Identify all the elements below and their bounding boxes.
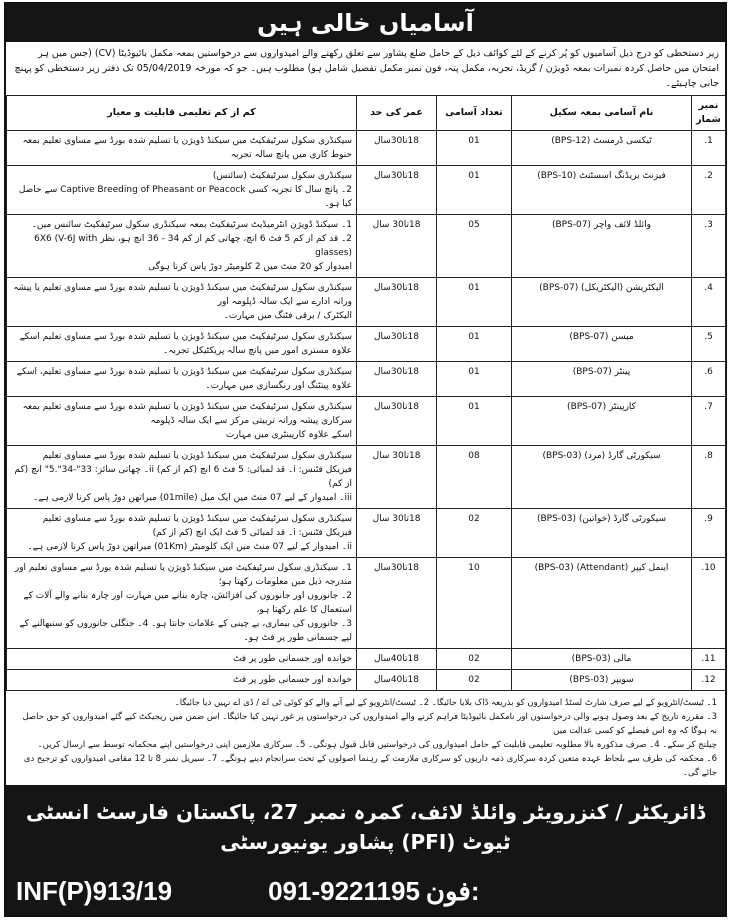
qualification-cell xyxy=(7,327,357,362)
phone xyxy=(262,875,479,907)
table-row xyxy=(7,327,726,362)
count-cell: 10 xyxy=(437,558,512,649)
table-row xyxy=(7,362,726,397)
qualification-line: ii۔ امیدوار کے لیے 07 منٹ میں ایک کلومیٹر (01Km) میراتھن دوڑ پاس کرنا لازمی ہے۔ xyxy=(27,542,352,552)
table-row xyxy=(7,649,726,670)
qualification-line: خواندہ اور جسمانی طور پر فٹ xyxy=(232,675,352,685)
age-cell: 18تا30سال xyxy=(357,327,437,362)
count-cell: 08 xyxy=(437,446,512,509)
count-cell: 01 xyxy=(437,362,512,397)
post-cell: الیکٹریشن (الیکٹریکل) (BPS-07) xyxy=(512,278,692,327)
age-cell: 18تا30 سال xyxy=(357,215,437,278)
intro-text: زیر دستخطی کو درج ذیل آسامیوں کو پُر کرنے کے لئے کوائف ذیل کے حامل ضلع پشاور سے تعلق رکھنے والے امیدواروں سے درخواستیں بمعہ مکمل بائیوڈیٹا (CV) (جس میں ہر امتحان میں حاصل کردہ نمبرات بمعہ ڈویژن / گریڈ، تجربہ، مکمل پتہ، فون نمبر مکمل تفصیل شامل ہو) مطلوب ہیں۔ جو کہ مورخہ 05/04/2019 تک دفتر زیر دستخطی کو پہنچ جانی چاہیئے۔ xyxy=(14,48,719,89)
phone-number: 091-9221195 xyxy=(268,876,420,906)
header-serial: نمبر شمار xyxy=(692,96,726,131)
qualification-cell xyxy=(7,509,357,558)
table-row xyxy=(7,215,726,278)
serial-cell: 9. xyxy=(692,509,726,558)
age-cell: 18تا30سال xyxy=(357,362,437,397)
qualification-line: اسکے علاوہ کارپینٹری میں مہارت xyxy=(225,430,352,440)
notes xyxy=(6,691,725,785)
qualification-line: سیکنڈری سکول سرٹیفکیٹ میں سیکنڈ ڈویژن یا تسلیم شدہ بورڈ سے مساوی تعلیم بمعہ حنوط کاری میں پانچ سالہ تجربہ xyxy=(22,136,352,160)
qualification-cell xyxy=(7,670,357,691)
qualification-line: 1۔ سیکنڈری سکول سرٹیفکیٹ میں سیکنڈ ڈویژن یا تسلیم شدہ بورڈ سے مساوی تعلیم اور مندرجہ ذیل میں معلومات رکھتا ہو؛ xyxy=(14,563,352,587)
table-row xyxy=(7,278,726,327)
count-cell: 01 xyxy=(437,397,512,446)
count-cell: 02 xyxy=(437,670,512,691)
qualification-line: 2۔ قد کم از کم 5 فٹ 6 انچ، چھاتی کم از کم 34 - 36 انچ ہو، نظر 6X6 (V-6J with glasses) xyxy=(34,234,352,258)
post-cell: مالی (BPS-03) xyxy=(512,649,692,670)
serial-cell: 1. xyxy=(692,131,726,166)
post-cell: سیکورٹی گارڈ (خواتین) (BPS-03) xyxy=(512,509,692,558)
age-cell: 18تا30سال xyxy=(357,131,437,166)
serial-cell: 10. xyxy=(692,558,726,649)
table-row xyxy=(7,397,726,446)
age-cell: 18تا30سال xyxy=(357,166,437,215)
serial-cell: 5. xyxy=(692,327,726,362)
table-row xyxy=(7,166,726,215)
count-cell: 01 xyxy=(437,166,512,215)
qualification-line: سیکنڈری سکول سرٹیفکیٹ میں سیکنڈ ڈویژن یا تسلیم شدہ بورڈ سے مساوی تعلیم بمعہ سرکاری پیشہ ورانہ تربیتی مرکز سے ایک سالہ ڈپلومہ xyxy=(22,402,352,426)
count-cell: 05 xyxy=(437,215,512,278)
count-cell: 01 xyxy=(437,278,512,327)
table-row xyxy=(7,131,726,166)
qualification-line: 2۔ پانچ سال کا تجربہ کسی Captive Breeding of Pheasant or Peacock سے حاصل کیا ہو۔ xyxy=(18,185,352,209)
serial-cell: 4. xyxy=(692,278,726,327)
age-cell: 18تا30سال xyxy=(357,397,437,446)
qualification-cell xyxy=(7,362,357,397)
qualification-line: 2۔ جانوروں اور جانوروں کی افزائش، چارہ بنانے میں مہارت اور چارہ بنانے والے آلات کے استعمال کا علم رکھتا ہو، xyxy=(23,591,352,615)
count-cell: 02 xyxy=(437,509,512,558)
header-post: نام آسامی بمعہ سکیل xyxy=(512,96,692,131)
qualification-cell xyxy=(7,278,357,327)
qualification-cell xyxy=(7,166,357,215)
ad-title: آسامیاں خالی ہیں xyxy=(6,4,725,42)
contact-address: ڈائریکٹر / کنزرویٹر وائلڈ لائف، کمرہ نمبر 27، پاکستان فارسٹ انسٹی ٹیوٹ (PFI) پشاور یونیورسٹی xyxy=(25,800,705,854)
qualification-line: سیکنڈری سکول سرٹیفکیٹ میں سیکنڈ ڈویژن یا تسلیم شدہ بورڈ سے مساوی تعلیم xyxy=(42,514,352,524)
qualification-line: خواندہ اور جسمانی طور پر فٹ xyxy=(232,654,352,664)
note-line: 3۔ مقررہ تاریخ کے بعد وصول ہونے والی درخواستوں اور نامکمل بائیوڈیٹا فراہم کرنے والے امیدواروں کی درخواستوں پر غور نہیں کیا جائیگا۔ اس ضمن میں ریجیکٹ کیے گئے امیدواروں کو حق حاصل نہ ہوگا کہ وہ اس فیصلے کو کسی عدالت میں xyxy=(22,712,717,736)
post-cell: میسن (BPS-07) xyxy=(512,327,692,362)
qualification-line: سیکنڈری سکول سرٹیفکیٹ (سائنس) xyxy=(212,171,352,181)
age-cell: 18تا30 سال xyxy=(357,509,437,558)
qualification-cell xyxy=(7,131,357,166)
header-age: عمر کی حد xyxy=(357,96,437,131)
footer xyxy=(6,785,725,915)
footer-bottom-line xyxy=(16,875,715,907)
age-cell: 18تا30سال xyxy=(357,278,437,327)
qualification-line: فیزیکل فٹنس: i۔ قد لمبائی 5 فٹ ایک انچ (کم از کم) xyxy=(152,528,352,538)
serial-cell: 6. xyxy=(692,362,726,397)
post-cell: اینمل کیپر (Attendant) (BPS-03) xyxy=(512,558,692,649)
qualification-cell xyxy=(7,558,357,649)
note-line: چیلنج کر سکے۔ 4۔ صرف مذکورہ بالا مطلوبہ تعلیمی قابلیت کے حامل امیدواروں کی درخواستیں قابل قبول ہونگی۔ 5۔ سرکاری ملازمین اپنی درخواستیں اپنے محکمانہ توسط سے ارسال کریں۔ xyxy=(37,740,717,750)
count-cell: 01 xyxy=(437,131,512,166)
qualification-cell xyxy=(7,215,357,278)
qualification-line: الیکٹرک / برقی فٹنگ میں مہارت۔ xyxy=(223,311,352,321)
header-qualification: کم از کم تعلیمی قابلیت و معیار xyxy=(7,96,357,131)
table-row xyxy=(7,446,726,509)
serial-cell: 8. xyxy=(692,446,726,509)
qualification-line: سیکنڈری سکول سرٹیفکیٹ میں سیکنڈ ڈویژن یا تسلیم شدہ بورڈ سے مساوی تعلیم xyxy=(42,451,352,461)
qualification-line: فیزیکل فٹنس: i۔ قد لمبائی: 5 فٹ 6 انچ (کم از کم) ii۔ چھاتی سائز: 33"-34".5" انچ (کم از کم) xyxy=(14,465,352,489)
qualification-line: امیدوار کو 20 منٹ میں 2 کلومیٹر دوڑ پاس کرنا ہوگی xyxy=(148,262,352,272)
post-cell: ٹیکسی ڈرمسٹ (BPS-12) xyxy=(512,131,692,166)
qualification-line: 3۔ جانوروں کی بیماری، بے چینی کے علامات جانتا ہو۔ 4۔ جنگلی جانوروں کو سنبھالنے کے لیے جسمانی طور پر فٹ ہو۔ xyxy=(19,619,352,643)
table-row xyxy=(7,509,726,558)
table-header xyxy=(7,96,726,131)
post-cell: فیزنٹ بریڈنگ اسسٹنٹ (BPS-10) xyxy=(512,166,692,215)
phone-label: فون: xyxy=(425,876,480,906)
count-cell: 01 xyxy=(437,327,512,362)
serial-cell: 2. xyxy=(692,166,726,215)
reference-number: INF(P)913/19 xyxy=(16,876,173,906)
age-cell: 18تا40سال xyxy=(357,670,437,691)
note-line: 1۔ ٹیسٹ/انٹرویو کے لیے صرف شارٹ لسٹڈ امیدواروں کو بذریعہ ڈاک بلایا جائیگا۔ 2۔ ٹیسٹ/انٹرویو کے لیے آنے والے کو کوئی ٹی اے / ڈی اے نہیں دیا جائیگا۔ xyxy=(174,698,717,708)
post-cell: پینٹر (BPS-07) xyxy=(512,362,692,397)
post-cell: کارپینٹر (BPS-07) xyxy=(512,397,692,446)
qualification-line: سیکنڈری سکول سرٹیفکیٹ میں سیکنڈ ڈویژن یا تسلیم شدہ بورڈ سے مساوی تعلیم اسکے علاوہ مستری امور میں پانچ سالہ پریکٹیکل تجربہ۔ xyxy=(19,332,352,356)
table-row xyxy=(7,670,726,691)
qualification-cell xyxy=(7,397,357,446)
header-count: تعداد آسامی xyxy=(437,96,512,131)
age-cell: 18تا30سال xyxy=(357,558,437,649)
vacancies-table xyxy=(6,95,726,691)
qualification-cell xyxy=(7,446,357,509)
age-cell: 18تا40سال xyxy=(357,649,437,670)
post-cell: سیکورٹی گارڈ (مرد) (BPS-03) xyxy=(512,446,692,509)
qualification-line: 1۔ سیکنڈ ڈویژن انٹرمیڈیٹ سرٹیفکیٹ بمعہ سیکنڈری سکول سرٹیفکیٹ سائنس میں۔ xyxy=(31,220,352,230)
qualification-cell xyxy=(7,649,357,670)
qualification-line: سیکنڈری سکول سرٹیفکیٹ میں سیکنڈ ڈویژن یا تسلیم شدہ بورڈ سے مساوی تعلیم یا پیشہ ورانہ ادارے سے ایک سالہ ڈپلومہ اور xyxy=(13,283,352,307)
post-cell: سویپر (BPS-03) xyxy=(512,670,692,691)
table-row xyxy=(7,558,726,649)
note-line: 6۔ محکمہ کی طرف سے بلحاظ عہدہ متعین کردہ سرکاری ذمہ داریوں کو سرکاری ملازمت کے رہنما اصولوں کے تحت سرانجام دینے ہونگے۔ 7۔ سیریل نمبر 8 تا 12 مقامی امیدواروں کو ترجیح دی جائے گی۔ xyxy=(23,754,717,778)
age-cell: 18تا30 سال xyxy=(357,446,437,509)
post-cell: وائلڈ لائف واچر (BPS-07) xyxy=(512,215,692,278)
serial-cell: 11. xyxy=(692,649,726,670)
serial-cell: 12. xyxy=(692,670,726,691)
qualification-line: سیکنڈری سکول سرٹیفکیٹ میں سیکنڈ ڈویژن یا تسلیم شدہ بورڈ سے مساوی تعلیم، اسکے علاوہ پینٹنگ اور رنگسازی میں مہارت۔ xyxy=(16,367,352,391)
job-advertisement xyxy=(4,2,727,917)
serial-cell: 3. xyxy=(692,215,726,278)
qualification-line: iii۔ امیدوار کے لیے 07 منٹ میں ایک میل (01mile) میراتھن دوڑ پاس کرنا لازمی ہے۔ xyxy=(33,493,352,503)
count-cell: 02 xyxy=(437,649,512,670)
serial-cell: 7. xyxy=(692,397,726,446)
